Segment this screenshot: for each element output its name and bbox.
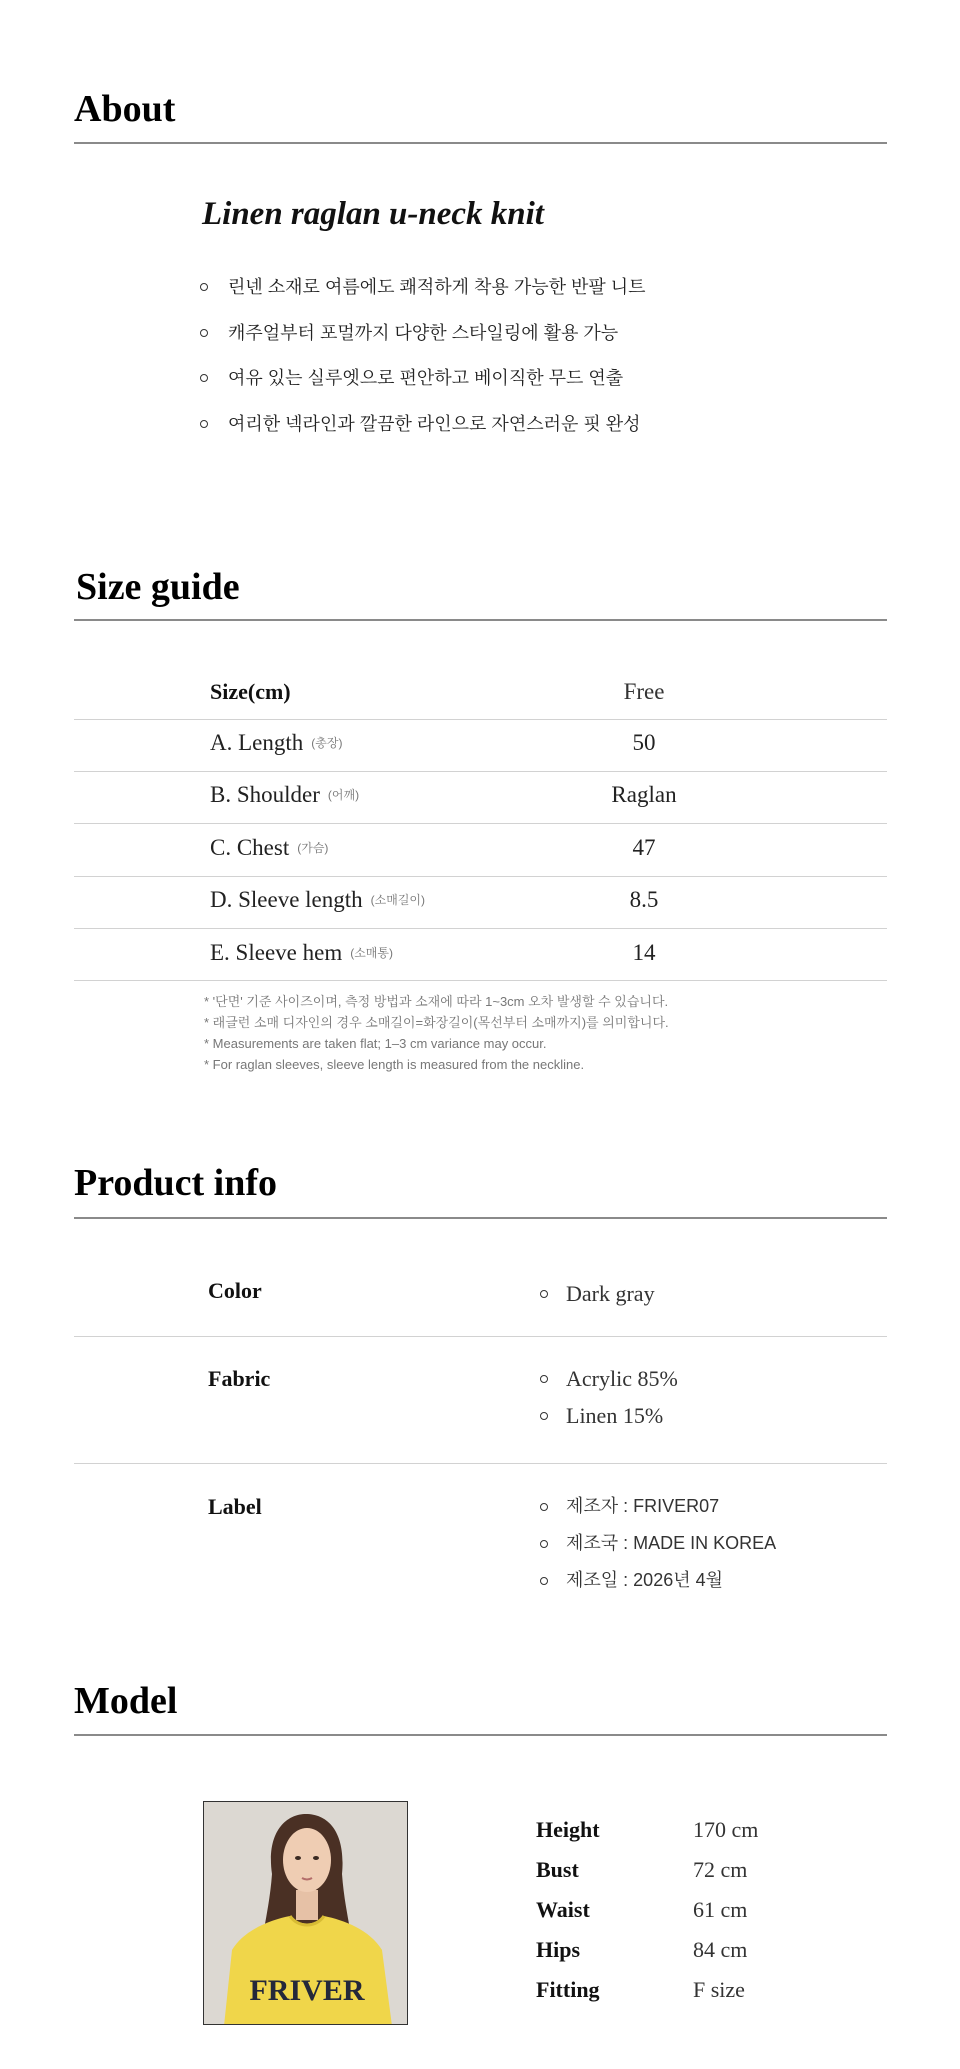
size-value: 50 [632, 730, 656, 755]
bullet-icon [200, 420, 208, 428]
size-label-kr: (어깨) [327, 788, 360, 802]
list-item: Linen 15% [540, 1397, 678, 1434]
model-rule [74, 1734, 887, 1736]
bullet-icon [540, 1290, 548, 1298]
size-guide-rule [74, 619, 887, 621]
product-info-rule [74, 1217, 887, 1219]
list-item: 여리한 넥라인과 깔끔한 라인으로 자연스러운 핏 완성 [200, 407, 646, 453]
size-label-kr: (총장) [311, 736, 343, 750]
feature-list [200, 270, 646, 452]
table-row [74, 927, 887, 979]
list-item: 캐주얼부터 포멀까지 다양한 스타일링에 활용 가능 [200, 316, 646, 362]
list-item: 여유 있는 실루엣으로 편안하고 베이직한 무드 연출 [200, 361, 646, 407]
label-key: Label [208, 1494, 262, 1519]
list-item: Acrylic 85% [540, 1360, 678, 1397]
bullet-icon [540, 1503, 548, 1511]
product-name: Linen raglan u-neck knit [202, 196, 544, 232]
size-header-label: Size(cm) [210, 679, 291, 704]
table-row [74, 822, 887, 874]
bullet-icon [200, 329, 208, 337]
shirt-print: FRIVER [249, 1974, 365, 2007]
model-photo [203, 1801, 408, 2025]
label-values [540, 1488, 776, 1599]
table-row [74, 874, 887, 926]
list-item: 제조국 : MADE IN KOREA [540, 1525, 776, 1562]
size-note: * For raglan sleeves, sleeve length is measured from the neckline. [204, 1057, 585, 1072]
stat-value: 170 cm [693, 1817, 759, 1842]
size-label: C. Chest [210, 835, 290, 860]
size-label: A. Length [210, 730, 304, 755]
divider [74, 980, 887, 981]
color-values [540, 1275, 655, 1312]
bullet-icon [200, 374, 208, 382]
about-title: About [74, 88, 176, 130]
bullet-icon [540, 1412, 548, 1420]
size-value: 14 [632, 940, 656, 965]
list-item: 린넨 소재로 여름에도 쾌적하게 착용 가능한 반팔 니트 [200, 270, 646, 316]
size-guide-title: Size guide [76, 566, 240, 608]
size-value: 8.5 [629, 887, 659, 912]
stat-key: Height [536, 1817, 600, 1842]
size-note: * 래글런 소매 디자인의 경우 소매길이=화장길이(목선부터 소매까지)를 의미합니다. [204, 1015, 669, 1030]
size-label-kr: (소매통) [350, 946, 393, 960]
about-rule [74, 142, 887, 144]
divider [74, 1336, 887, 1337]
size-label: B. Shoulder [210, 782, 320, 807]
size-value: 47 [632, 835, 656, 860]
size-note: * Measurements are taken flat; 1–3 cm variance may occur. [204, 1036, 547, 1051]
stat-value: 61 cm [693, 1897, 748, 1922]
bullet-icon [540, 1540, 548, 1548]
product-info-title: Product info [74, 1162, 278, 1204]
size-notes [204, 991, 669, 1075]
stat-key: Hips [536, 1937, 581, 1962]
list-item: 제조일 : 2026년 4월 [540, 1562, 776, 1599]
size-label-kr: (가슴) [297, 841, 329, 855]
size-note: * '단면' 기준 사이즈이며, 측정 방법과 소재에 따라 1~3cm 오차 발생할 수 있습니다. [204, 994, 669, 1009]
divider [74, 1463, 887, 1464]
stat-value: 84 cm [693, 1937, 748, 1962]
color-key: Color [208, 1278, 262, 1303]
model-photo-image [204, 1802, 408, 2025]
model-title: Model [74, 1680, 178, 1722]
bullet-icon [540, 1375, 548, 1383]
list-item: Dark gray [540, 1275, 655, 1312]
table-row [74, 717, 887, 769]
size-label-kr: (소매길이) [370, 893, 426, 907]
fabric-key: Fabric [208, 1366, 271, 1391]
stat-key: Waist [536, 1897, 590, 1922]
stat-value: 72 cm [693, 1857, 748, 1882]
fabric-values [540, 1360, 678, 1434]
bullet-icon [540, 1577, 548, 1585]
list-item: 제조자 : FRIVER07 [540, 1488, 776, 1525]
size-header-value: Free [623, 679, 665, 704]
size-value: Raglan [611, 782, 677, 807]
stat-value: F size [693, 1977, 745, 2002]
bullet-icon [200, 283, 208, 291]
stat-key: Bust [536, 1857, 579, 1882]
table-row [74, 769, 887, 821]
size-table-header [74, 666, 887, 718]
size-label: E. Sleeve hem [210, 940, 343, 965]
size-label: D. Sleeve length [210, 887, 363, 912]
stat-key: Fitting [536, 1977, 600, 2002]
